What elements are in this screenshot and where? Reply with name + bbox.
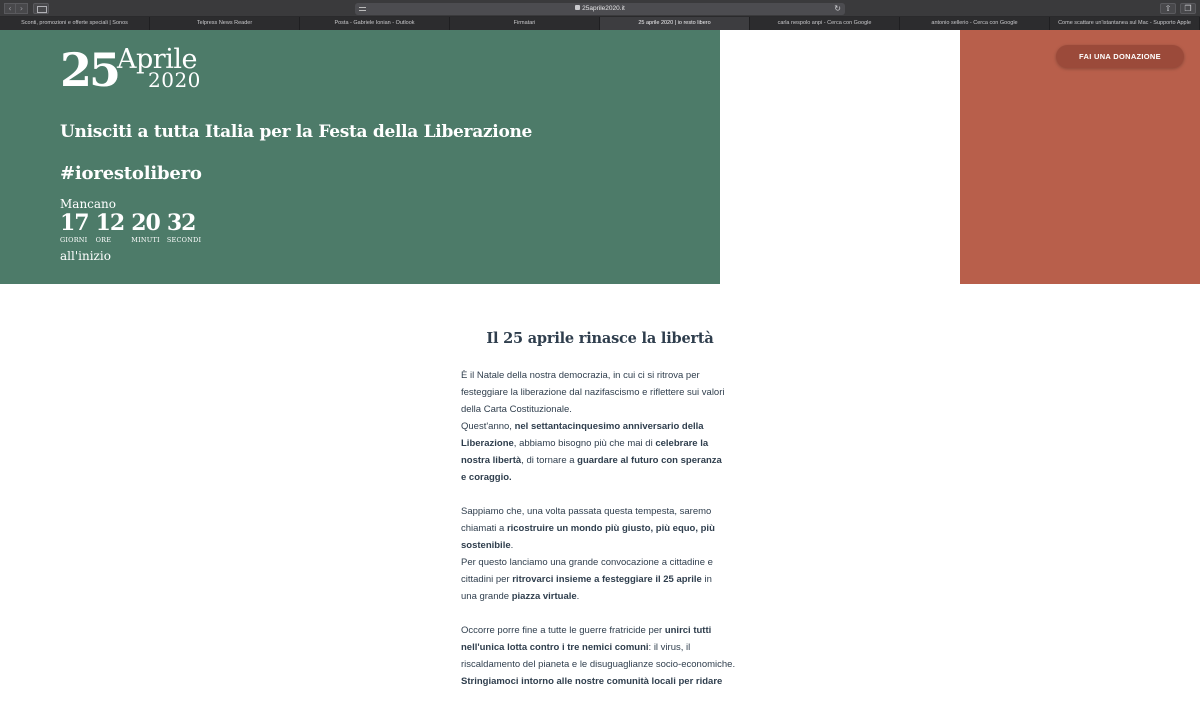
- lock-icon: [575, 5, 580, 10]
- donate-button[interactable]: FAI UNA DONAZIONE: [1056, 45, 1184, 68]
- article-line: [461, 435, 746, 452]
- article-text: .: [576, 591, 580, 602]
- article-text-bold: piazza virtuale: [511, 591, 577, 602]
- article-line: [461, 469, 746, 486]
- article-line: [461, 588, 746, 605]
- tab[interactable]: Posta - Gabriele Ionian - Outlook: [300, 17, 450, 30]
- article-text: È il Natale della nostra democrazia, in cui ci si ritrova per: [461, 370, 700, 381]
- article-text-bold: ritrovarci insieme a festeggiare il 25 aprile: [512, 574, 702, 585]
- article-line: [461, 673, 746, 690]
- article-text: Per questo lanciamo una grande convocazione a cittadine e: [461, 557, 713, 568]
- article-line: [461, 656, 746, 673]
- article-text: Quest'anno,: [461, 421, 515, 432]
- article-line: [461, 503, 746, 520]
- back-button[interactable]: ‹: [4, 3, 16, 14]
- tab-bar: [0, 17, 1200, 30]
- article-text: , abbiamo bisogno più che mai di: [513, 438, 656, 449]
- toolbar-right-buttons: [1160, 3, 1196, 14]
- tab[interactable]: Come scattare un'istantanea sul Mac - Supporto Apple: [1050, 17, 1200, 30]
- hero-hashtag: #iorestolibero: [60, 163, 202, 184]
- article-text: : il virus, il: [648, 642, 691, 653]
- site-logo[interactable]: [60, 44, 220, 104]
- article-line: [461, 452, 746, 469]
- tab[interactable]: Firmatari: [450, 17, 600, 30]
- tab[interactable]: carla nespolo anpi - Cerca con Google: [750, 17, 900, 30]
- article-text: in: [701, 574, 712, 585]
- tabs-overview-button[interactable]: ❐: [1180, 3, 1196, 14]
- address-bar[interactable]: [355, 3, 845, 15]
- countdown-unit: [96, 211, 125, 244]
- article-line: [461, 384, 746, 401]
- share-button[interactable]: ⇧: [1160, 3, 1176, 14]
- article-text: , di tornare a: [521, 455, 578, 466]
- countdown-value: 32: [166, 210, 196, 236]
- article-text: cittadini per: [461, 574, 513, 585]
- countdown-intro: Mancano: [60, 197, 116, 211]
- forward-button[interactable]: ›: [16, 3, 28, 14]
- article-line: [461, 520, 746, 537]
- article-line: [461, 571, 746, 588]
- article-paragraph: [461, 367, 746, 486]
- article-title: Il 25 aprile rinasce la libertà: [486, 330, 714, 347]
- flag-band-white: [720, 30, 960, 284]
- countdown-unit: [60, 211, 89, 244]
- browser-toolbar: [0, 0, 1200, 17]
- article-text: festeggiare la liberazione dal nazifascismo e riflettere sui valori: [461, 387, 725, 398]
- article-text: Occorre porre fine a tutte le guerre fratricide per: [461, 625, 665, 636]
- article-paragraph: [461, 622, 746, 690]
- hero-section: [0, 30, 1200, 284]
- logo-number: 25: [60, 43, 119, 97]
- countdown-value: 20: [131, 210, 160, 236]
- sidebar-toggle-button[interactable]: [33, 3, 49, 14]
- tab[interactable]: antonio sellerio - Cerca con Google: [900, 17, 1050, 30]
- hero-tagline: Unisciti a tutta Italia per la Festa della Liberazione: [60, 122, 533, 142]
- countdown-label: GIORNI: [60, 236, 88, 244]
- tab-active[interactable]: 25 aprile 2020 | io resto libero: [600, 17, 750, 30]
- article-text-bold: nell'unica lotta contro i tre nemici comuni: [461, 642, 649, 653]
- article-text-bold: Stringiamoci intorno alle nostre comunità locali per ridare: [461, 676, 723, 687]
- article-text: riscaldamento del pianeta e le disuguaglianze socio-economiche.: [461, 659, 736, 670]
- article-text-bold: guardare al futuro con speranza: [577, 455, 722, 466]
- flag-band-red: [960, 30, 1200, 284]
- address-url: 25aprile2020.it: [582, 5, 625, 12]
- countdown-label: MINUTI: [131, 236, 160, 244]
- countdown-outro: all'inizio: [60, 249, 111, 263]
- countdown-timer: [60, 211, 208, 244]
- countdown-unit: [131, 211, 160, 244]
- tab[interactable]: Sconti, promozioni e offerte speciali | Sonos: [0, 17, 150, 30]
- article-text-bold: celebrare la: [655, 438, 709, 449]
- logo-year: 2020: [148, 68, 201, 92]
- article-text-bold: nostra libertà: [461, 455, 522, 466]
- article-line: [461, 639, 746, 656]
- reader-list-icon[interactable]: [359, 7, 366, 11]
- article-text: .: [510, 540, 514, 551]
- navigation-buttons: [4, 3, 28, 14]
- countdown-label: SECONDI: [166, 236, 202, 244]
- article-text: della Carta Costituzionale.: [461, 404, 572, 415]
- article-text-bold: nel settantacinquesimo anniversario della: [514, 421, 704, 432]
- countdown-value: 17: [60, 210, 89, 236]
- article-line: [461, 367, 746, 384]
- article-text-bold: e coraggio.: [461, 472, 512, 483]
- article-paragraph: [461, 503, 746, 605]
- reload-icon[interactable]: ↻: [834, 4, 841, 13]
- countdown-unit: [167, 211, 201, 244]
- logo-word: Aprile: [117, 44, 197, 75]
- countdown-label: ORE: [95, 236, 112, 244]
- countdown-value: 12: [95, 210, 125, 236]
- article-text: chiamati a: [461, 523, 507, 534]
- article-line: [461, 401, 746, 418]
- article-body: [461, 367, 746, 707]
- article-text-bold: Liberazione: [461, 438, 514, 449]
- article-line: [461, 622, 746, 639]
- article-line: [461, 554, 746, 571]
- article-text-bold: sostenibile: [461, 540, 511, 551]
- article-text: Sappiamo che, una volta passata questa tempesta, saremo: [461, 506, 712, 517]
- article-text-bold: unirci tutti: [664, 625, 712, 636]
- tab[interactable]: Telpress News Reader: [150, 17, 300, 30]
- article-text: una grande: [461, 591, 512, 602]
- article-text-bold: ricostruire un mondo più giusto, più equo, più: [506, 523, 715, 534]
- article-line: [461, 418, 746, 435]
- article-line: [461, 537, 746, 554]
